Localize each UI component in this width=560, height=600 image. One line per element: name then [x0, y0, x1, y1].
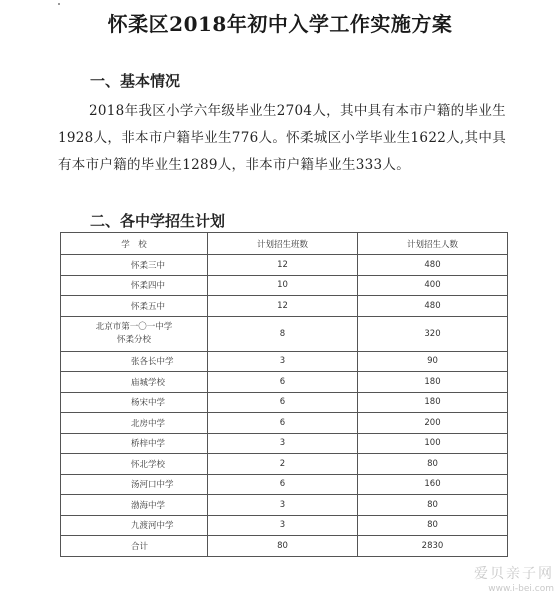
table-row: [61, 296, 508, 317]
watermark: [474, 563, 554, 594]
planned-classes-cell: 12: [208, 255, 358, 276]
table-row: [61, 392, 508, 413]
planned-students-cell: 2830: [358, 536, 508, 557]
planned-students-cell: 400: [358, 275, 508, 296]
school-name-cell: 九渡河中学: [61, 515, 208, 536]
school-name-cell: 庙城学校: [61, 372, 208, 393]
planned-classes-cell: 3: [208, 351, 358, 372]
planned-classes-cell: 6: [208, 413, 358, 434]
watermark-text: 爱贝亲子网: [474, 566, 554, 582]
school-name-cell: 张各长中学: [61, 351, 208, 372]
school-name-cell: 渤海中学: [61, 495, 208, 516]
planned-students-cell: 80: [358, 454, 508, 475]
table-row: [61, 316, 508, 351]
table-row: [61, 372, 508, 393]
planned-students-cell: 180: [358, 392, 508, 413]
planned-classes-cell: 8: [208, 316, 358, 351]
planned-students-cell: 160: [358, 474, 508, 495]
planned-classes-cell: 3: [208, 515, 358, 536]
planned-students-cell: 180: [358, 372, 508, 393]
table-row: [61, 515, 508, 536]
table-row: [61, 433, 508, 454]
planned-students-cell: 100: [358, 433, 508, 454]
planned-classes-cell: 10: [208, 275, 358, 296]
school-name-cell: 桥梓中学: [61, 433, 208, 454]
planned-students-cell: 480: [358, 296, 508, 317]
school-name-cell: 怀柔三中: [61, 255, 208, 276]
planned-classes-cell: 2: [208, 454, 358, 475]
planned-students-cell: 200: [358, 413, 508, 434]
table-row: [61, 255, 508, 276]
table-header-row: [61, 233, 508, 255]
table-row: [61, 275, 508, 296]
basic-info-paragraph: 2018年我区小学六年级毕业生2704人，其中具有本市户籍的毕业生1928人，非本市户籍毕业生776人。怀柔城区小学毕业生1622人,其中具有本市户籍的毕业生1289人，非本市户籍毕业生333人。: [58, 103, 506, 173]
table-row: [61, 454, 508, 475]
table-row: [61, 536, 508, 557]
planned-students-cell: 480: [358, 255, 508, 276]
section-heading-basic-info: 一、基本情况: [90, 72, 181, 90]
page-title: 怀柔区2018年初中入学工作实施方案: [107, 12, 453, 36]
school-name-cell: 杨宋中学: [61, 392, 208, 413]
table-row: [61, 474, 508, 495]
enrollment-plan-table: [60, 232, 508, 557]
planned-students-cell: 320: [358, 316, 508, 351]
planned-classes-cell: 12: [208, 296, 358, 317]
school-name-cell: 怀柔四中: [61, 275, 208, 296]
header-school: 学 校: [61, 233, 208, 255]
table-row: [61, 351, 508, 372]
corner-mark: [58, 3, 60, 5]
planned-classes-cell: 6: [208, 392, 358, 413]
school-name-cell: 汤河口中学: [61, 474, 208, 495]
table-row: [61, 495, 508, 516]
planned-classes-cell: 3: [208, 495, 358, 516]
school-name-cell: 北京市第一〇一中学 怀柔分校: [61, 316, 208, 351]
table-row: [61, 413, 508, 434]
header-planned-students: 计划招生人数: [358, 233, 508, 255]
planned-classes-cell: 80: [208, 536, 358, 557]
planned-classes-cell: 6: [208, 372, 358, 393]
planned-students-cell: 80: [358, 515, 508, 536]
planned-classes-cell: 3: [208, 433, 358, 454]
planned-classes-cell: 6: [208, 474, 358, 495]
section-heading-enrollment-plan: 二、各中学招生计划: [90, 212, 226, 230]
school-name-cell: 合计: [61, 536, 208, 557]
planned-students-cell: 80: [358, 495, 508, 516]
school-name-cell: 怀北学校: [61, 454, 208, 475]
header-planned-classes: 计划招生班数: [208, 233, 358, 255]
planned-students-cell: 90: [358, 351, 508, 372]
school-name-cell: 怀柔五中: [61, 296, 208, 317]
school-name-cell: 北房中学: [61, 413, 208, 434]
watermark-url: www.i-bei.com: [488, 584, 554, 594]
